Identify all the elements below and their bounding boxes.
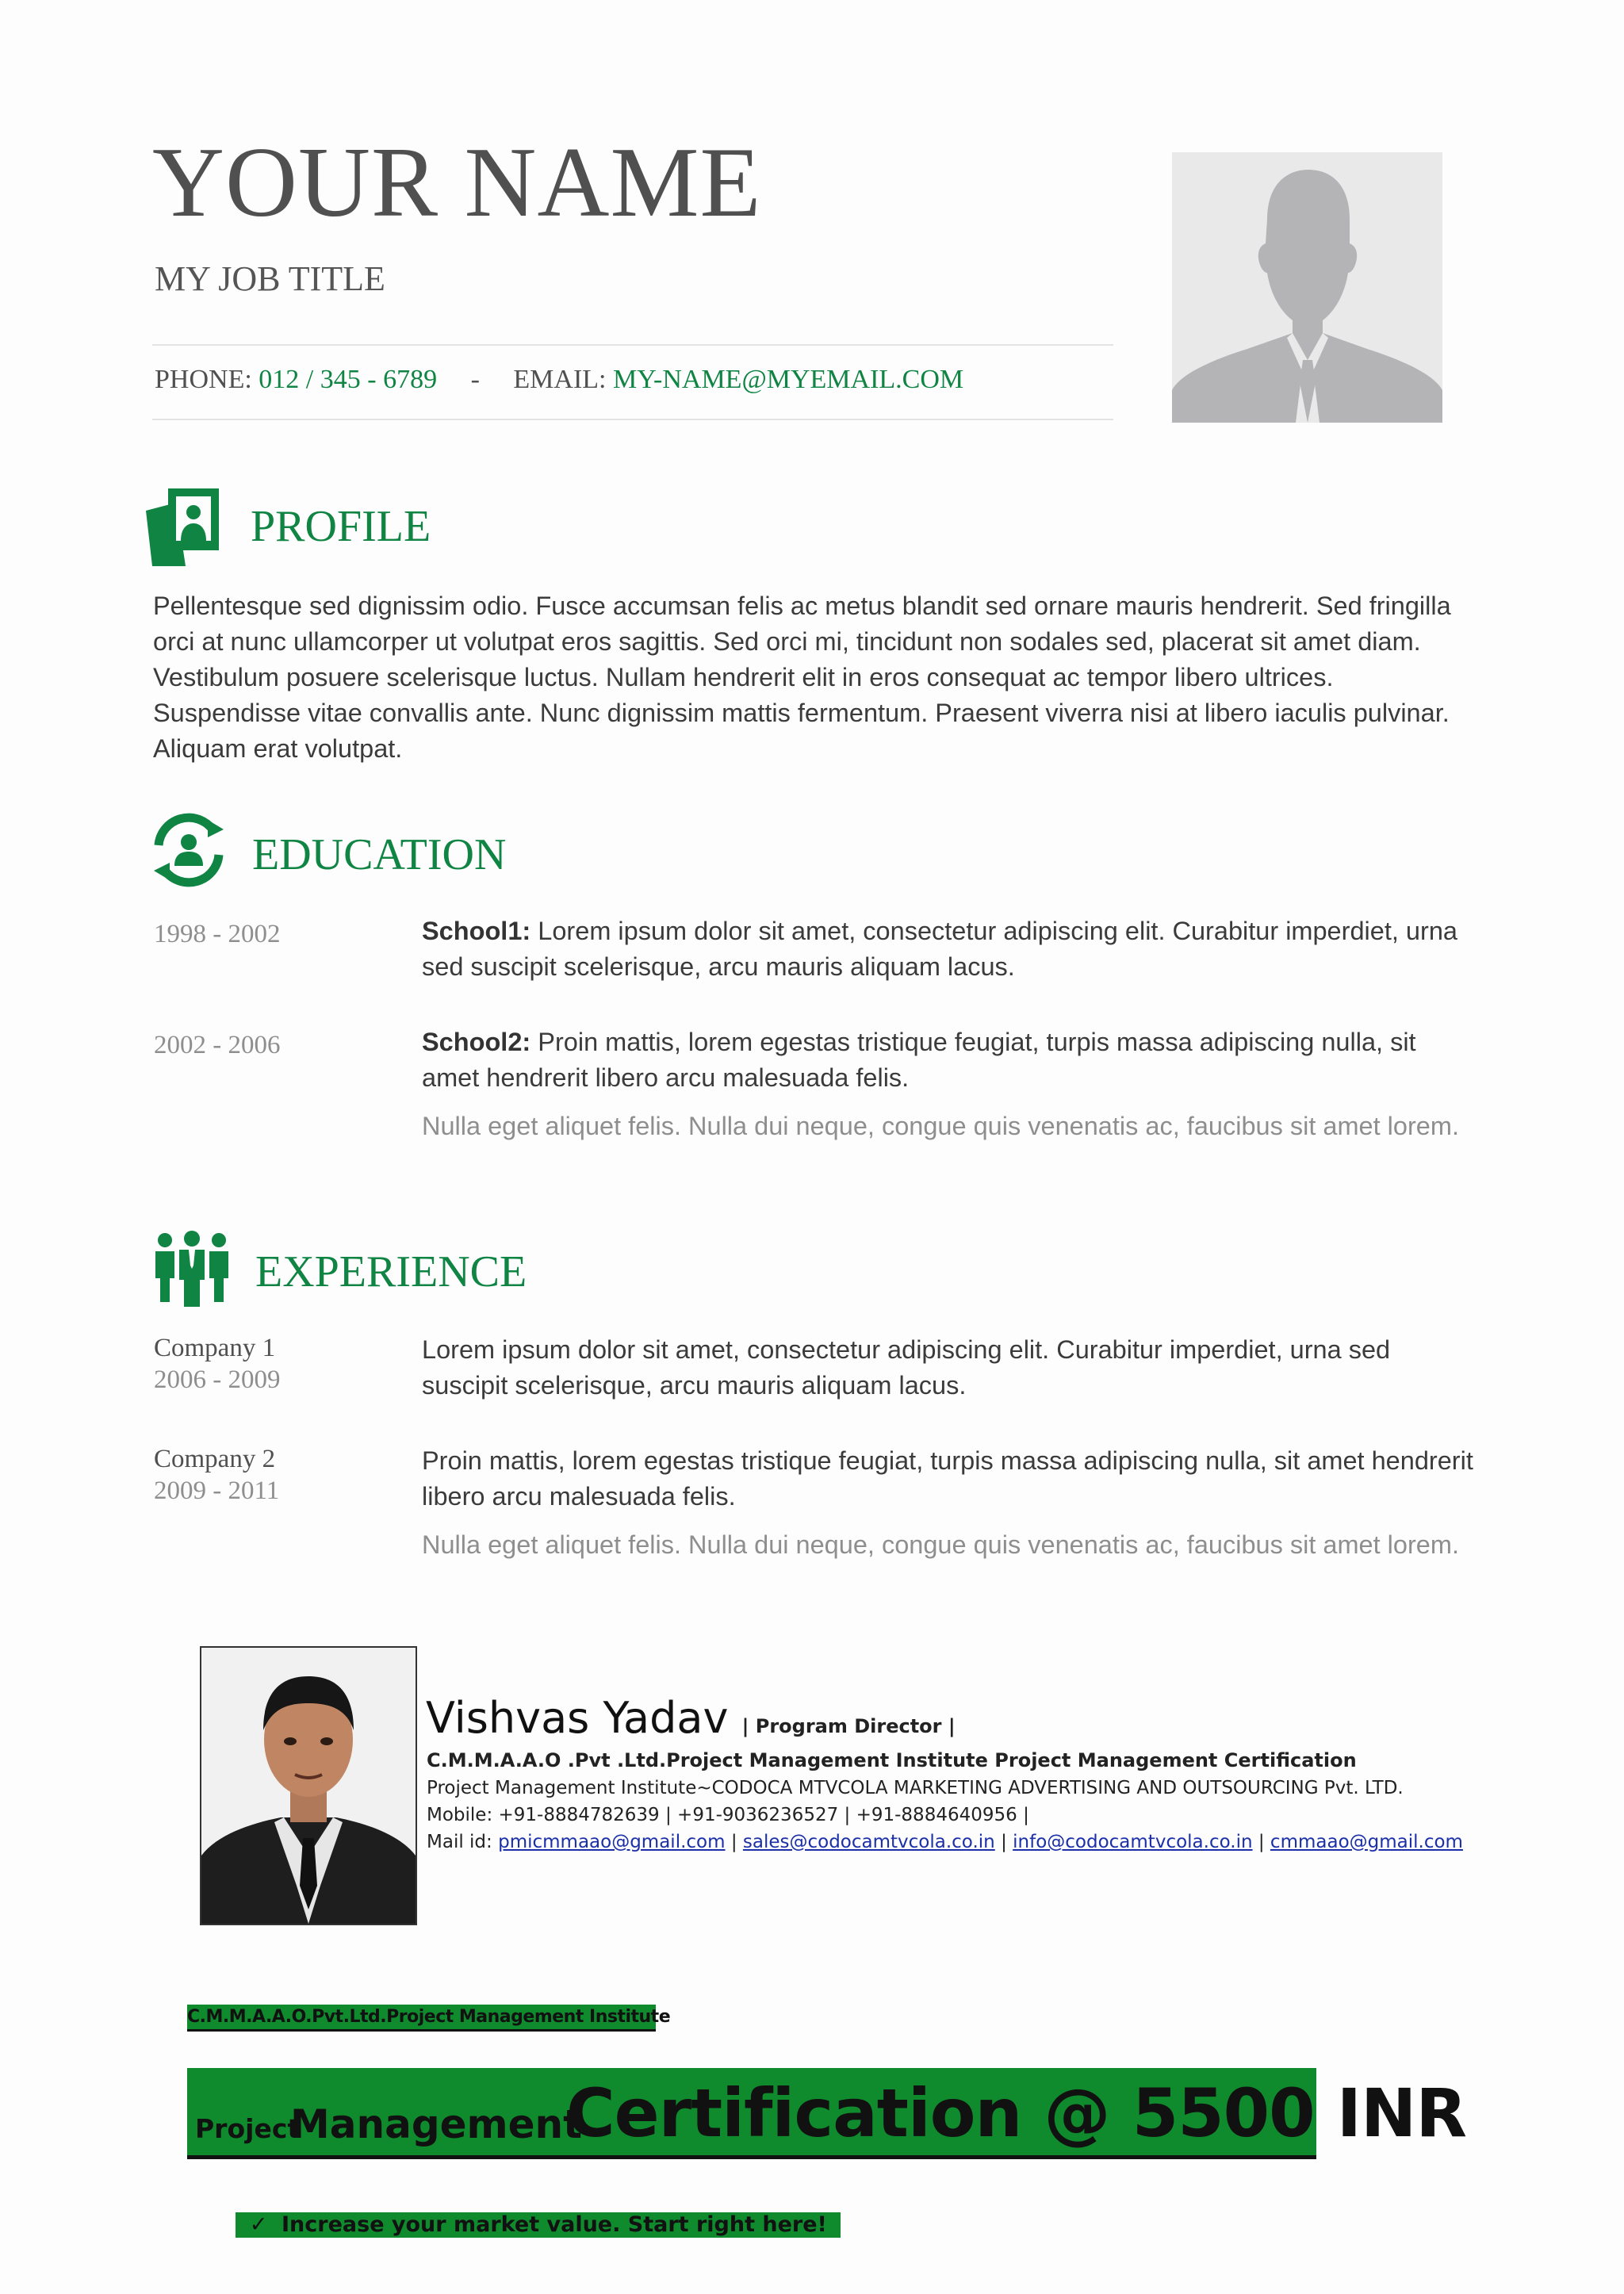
experience-heading: EXPERIENCE [255,1247,527,1296]
education-heading: EDUCATION [252,830,507,879]
experience-meta [154,1332,281,1396]
person-photo [200,1646,417,1925]
education-description: Proin mattis, lorem egestas tristique feugiat, turpis massa adipiscing nulla, sit amet hendrerit libero arcu malesuada felis. [422,1028,1416,1092]
ad-name-text: Vishvas Yadav [426,1693,729,1743]
divider [152,419,1113,420]
mail-separator: | [1001,1832,1007,1852]
divider [152,344,1113,346]
mail-separator: | [730,1832,737,1852]
banner-price: Certification @ 5500 INR [566,2074,1467,2152]
company-name: Company 2 [154,1445,276,1473]
experience-description: Lorem ipsum dolor sit amet, consectetur adipiscing elit. Curabitur imperdiet, urna sed suscipit scelerisque, arcu mauris aliquam lacus. [422,1335,1391,1400]
education-note: Nulla eget aliquet felis. Nulla dui neque, congue quis venenatis ac, faucibus sit amet lorem. [422,1112,1459,1140]
person-silhouette-icon [1172,152,1442,423]
experience-description: Proin mattis, lorem egestas tristique feugiat, turpis massa adipiscing nulla, sit amet hendrerit libero arcu malesuada felis. [422,1446,1473,1511]
ad-mobile-line: Mobile: +91-8884782639 | +91-9036236527 | +91-8884640956 | [427,1805,1029,1825]
ad-org-line: Project Management Institute~CODOCA MTVCOLA MARKETING ADVERTISING AND OUTSOURCING Pvt. LTD. [427,1778,1404,1798]
education-entry [422,913,1469,985]
ad-role: | Program Director | [741,1715,956,1737]
phone-value: 012 / 345 - 6789 [259,365,438,394]
job-title: MY JOB TITLE [155,259,385,298]
ad-company-line: C.M.M.A.A.O .Pvt .Ltd.Project Management Institute Project Management Certification [427,1749,1357,1771]
experience-dates: 2006 - 2009 [154,1365,281,1394]
education-dates: 2002 - 2006 [154,1031,281,1059]
check-icon: ✓ [249,2212,268,2237]
school-name: School1: [422,917,531,945]
mail-label: Mail id: [427,1832,492,1852]
institute-strip: C.M.M.A.A.O.Pvt.Ltd.Project Management Institute [187,2005,656,2032]
phone-label: PHONE: [155,365,252,394]
email-link[interactable]: info@codocamtvcola.co.in [1013,1832,1253,1852]
banner-word-management: Management [290,2101,583,2147]
email-link[interactable]: pmicmmaao@gmail.com [498,1832,726,1852]
company-name: Company 1 [154,1334,276,1362]
ad-person-name [426,1693,956,1743]
experience-note: Nulla eget aliquet felis. Nulla dui neque, congue quis venenatis ac, faucibus sit amet lorem. [422,1530,1459,1559]
banner-word-project: Project [195,2113,301,2144]
experience-meta [154,1443,279,1507]
contact-separator: - [470,365,480,394]
profile-heading: PROFILE [251,502,431,551]
team-icon [154,1231,230,1311]
education-description: Lorem ipsum dolor sit amet, consectetur adipiscing elit. Curabitur imperdiet, urna sed suscipit scelerisque, arcu mauris aliquam lacus. [422,917,1457,981]
profile-icon [144,487,220,570]
tagline-text: Increase your market value. Start right here! [282,2212,827,2237]
email-link[interactable]: cmmaao@gmail.com [1270,1832,1463,1852]
email-link[interactable]: sales@codocamtvcola.co.in [742,1832,995,1852]
education-entry [422,1024,1469,1096]
email-value[interactable]: MY-NAME@MYEMAIL.COM [613,365,964,394]
education-icon [151,814,227,890]
ad-mail-line [427,1833,1463,1852]
school-name: School2: [422,1028,531,1056]
contact-line [155,366,963,393]
email-label: EMAIL: [513,365,607,394]
mail-separator: | [1258,1832,1265,1852]
profile-photo-placeholder [1172,152,1442,423]
certification-banner[interactable] [187,2068,1467,2159]
experience-dates: 2009 - 2011 [154,1476,280,1505]
education-dates: 1998 - 2002 [154,920,281,948]
resume-name: YOUR NAME [152,128,762,238]
profile-text: Pellentesque sed dignissim odio. Fusce accumsan felis ac metus blandit sed ornare mauris hendrerit. Sed fringilla orci at nunc ullamcorper ut volutpat eros sagittis. Sed orci mi, tincidunt non sodales sed, placerat sit amet diam. Vestibulum posuere scelerisque luctus. Nullam hendrerit elit in eros consequat ac tempor libero ultrices. Suspendisse vitae convallis ante. Nunc dignissim mattis fermentum. Praesent viverra nisi at libero iaculis pulvinar. Aliquam erat volutpat. [153,592,1451,763]
tagline-strip [236,2212,841,2238]
